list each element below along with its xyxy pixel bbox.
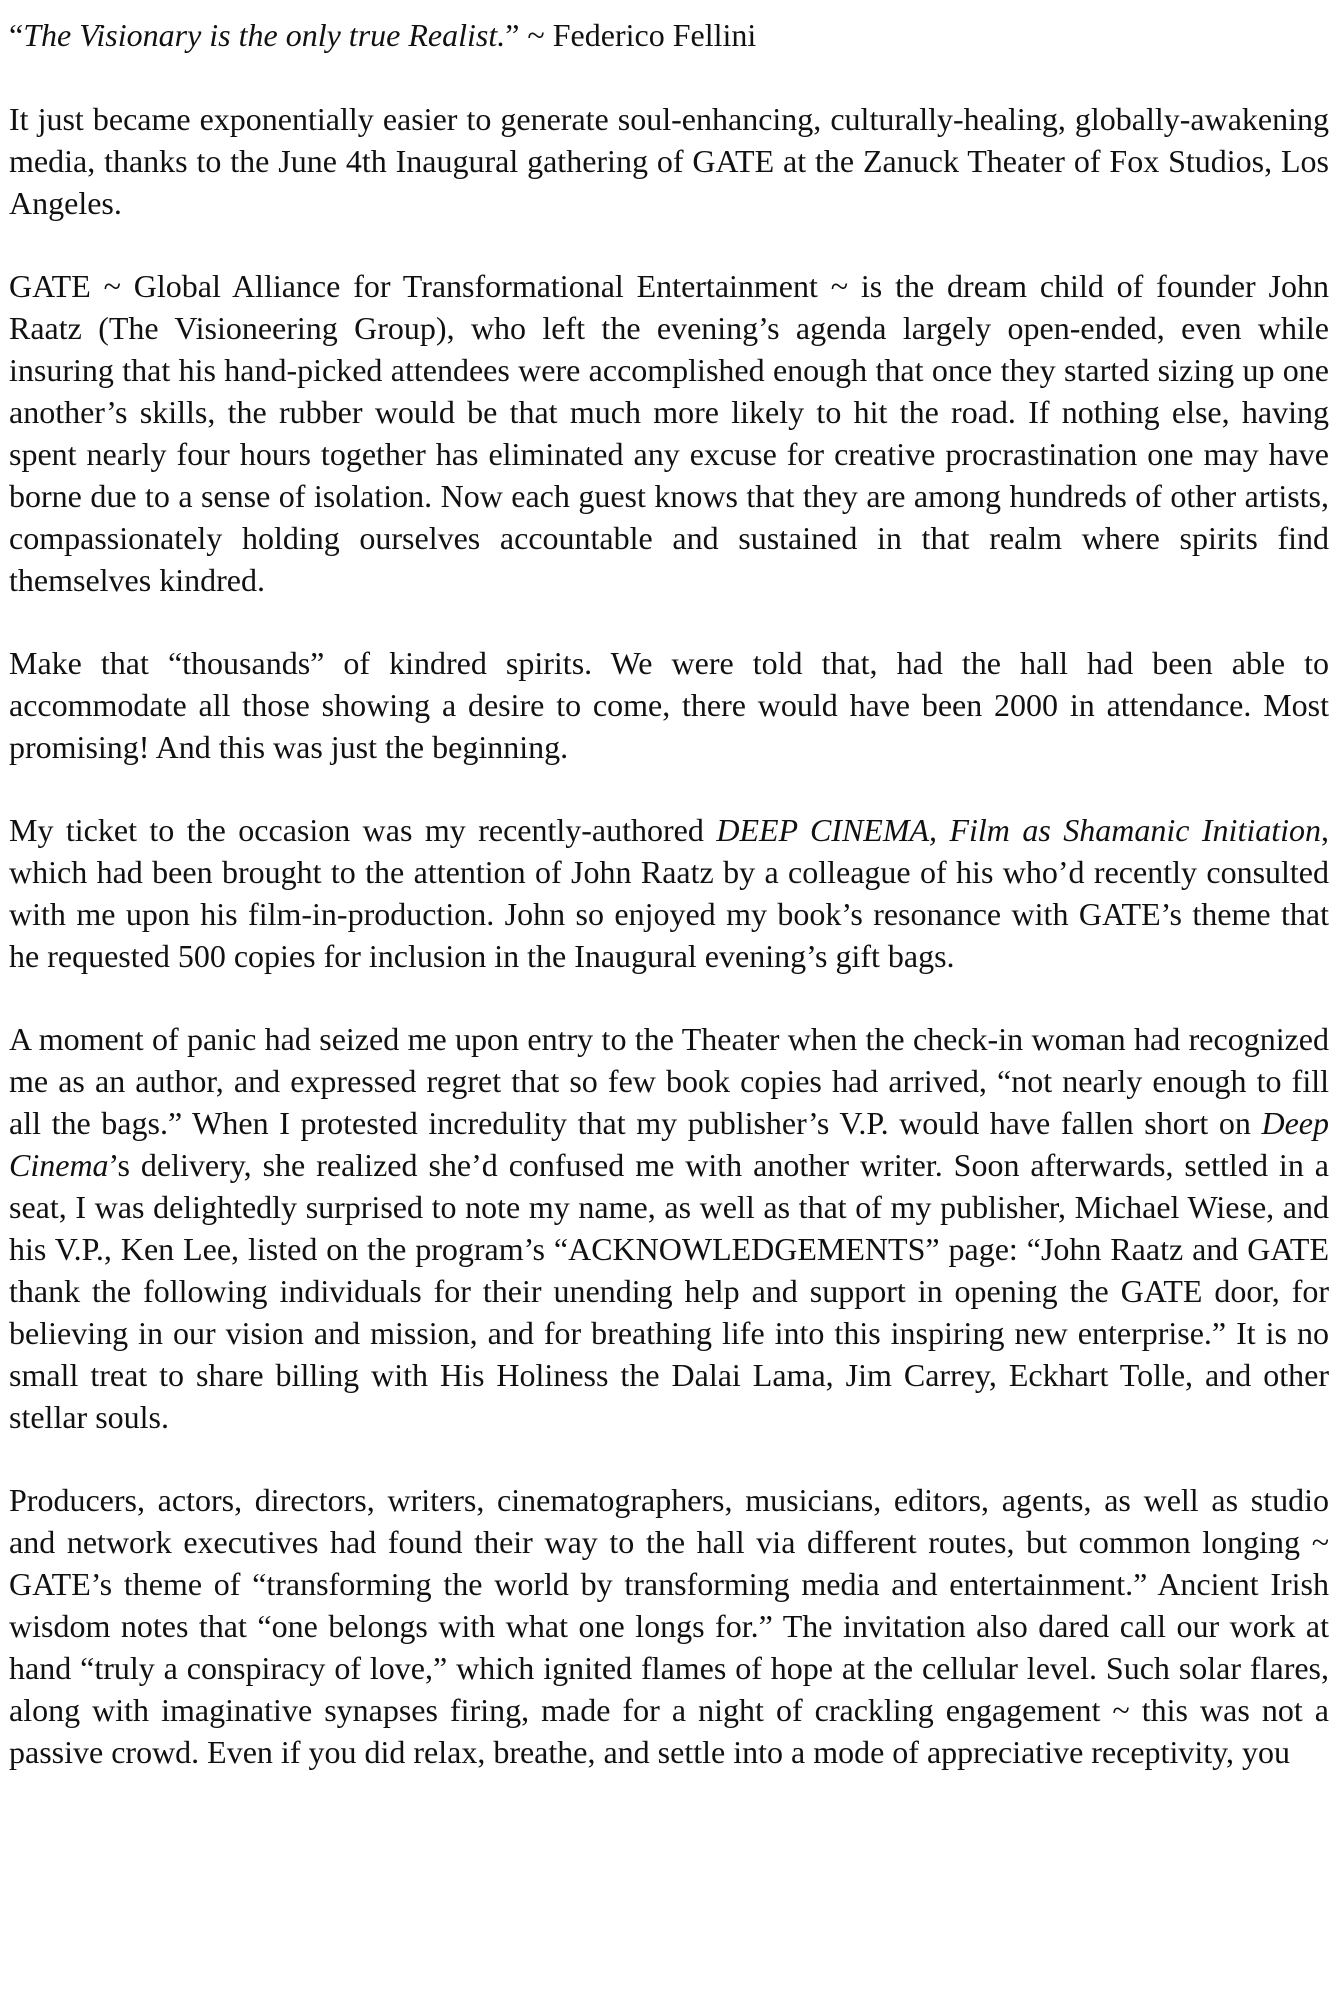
- paragraph-text: It just became exponentially easier to generate soul-enhancing, culturally-healing, globally-awakening media, thanks to the June 4th Inaugural gathering of GATE at the Zanuck Theater of Fox Studios, Los Angeles.: [9, 101, 1329, 221]
- epigraph-author: Federico Fellini: [552, 17, 757, 53]
- italic-text: Deep Cinema: [9, 1105, 1329, 1183]
- paragraph-text: My ticket to the occasion was my recently-authored: [9, 812, 717, 848]
- epigraph-quote-open: “: [9, 17, 24, 53]
- article-body: [9, 98, 1329, 1773]
- paragraph-text: A moment of panic had seized me upon entry to the Theater when the check-in woman had recognized me as an author, and expressed regret that so few book copies had arrived, “not nearly enough to fill all the bags.” When I protested incredulity that my publisher’s V.P. would have fallen short on: [9, 1021, 1329, 1141]
- paragraph-text: ’s delivery, she realized she’d confused me with another writer. Soon afterwards, settled in a seat, I was delightedly surprised to note my name, as well as that of my publisher, Michael Wiese, and his V.P., Ken Lee, listed on the program’s “ACKNOWLEDGEMENTS” page: “John Raatz and GATE thank the following individuals for their unending help and support in opening the GATE door, for believing in our vision and mission, and for breathing life into this inspiring new enterprise.” It is no small treat to share billing with His Holiness the Dalai Lama, Jim Carrey, Eckhart Tolle, and other stellar souls.: [9, 1147, 1329, 1435]
- paragraph-text: GATE ~ Global Alliance for Transformational Entertainment ~ is the dream child of founder John Raatz (The Visioneering Group), who left the evening’s agenda largely open-ended, even while insuring that his hand-picked attendees were accomplished enough that once they started sizing up one another’s skills, the rubber would be that much more likely to hit the road. If nothing else, having spent nearly four hours together has eliminated any excuse for creative procrastination one may have borne due to a sense of isolation. Now each guest knows that they are among hundreds of other artists, compassionately holding ourselves accountable and sustained in that realm where spirits find themselves kindred.: [9, 268, 1329, 598]
- paragraph: [9, 1479, 1329, 1773]
- epigraph: [9, 14, 1329, 56]
- epigraph-quote: The Visionary is the only true Realist.: [23, 17, 506, 53]
- paragraph: [9, 1018, 1329, 1438]
- paragraph: [9, 98, 1329, 224]
- document-page: [9, 14, 1329, 1773]
- paragraph: [9, 265, 1329, 601]
- epigraph-quote-close: ” ~: [505, 17, 553, 53]
- paragraph-text: Make that “thousands” of kindred spirits. We were told that, had the hall had been able to accommodate all those showing a desire to come, there would have been 2000 in attendance. Most promising! And this was just the beginning.: [9, 645, 1329, 765]
- paragraph-text: , which had been brought to the attention of John Raatz by a colleague of his who’d recently consulted with me upon his film-in-production. John so enjoyed my book’s resonance with GATE’s theme that he requested 500 copies for inclusion in the Inaugural evening’s gift bags.: [9, 812, 1330, 974]
- paragraph: [9, 642, 1329, 768]
- italic-text: DEEP CINEMA, Film as Shamanic Initiation: [716, 812, 1322, 848]
- paragraph: [9, 809, 1329, 977]
- paragraph-text: Producers, actors, directors, writers, cinematographers, musicians, editors, agents, as well as studio and network executives had found their way to the hall via different routes, but common longing ~ GATE’s theme of “transforming the world by transforming media and entertainment.” Ancient Irish wisdom notes that “one belongs with what one longs for.” The invitation also dared call our work at hand “truly a conspiracy of love,” which ignited flames of hope at the cellular level. Such solar flares, along with imaginative synapses firing, made for a night of crackling engagement ~ this was not a passive crowd. Even if you did relax, breathe, and settle into a mode of appreciative receptivity, you: [9, 1482, 1329, 1770]
